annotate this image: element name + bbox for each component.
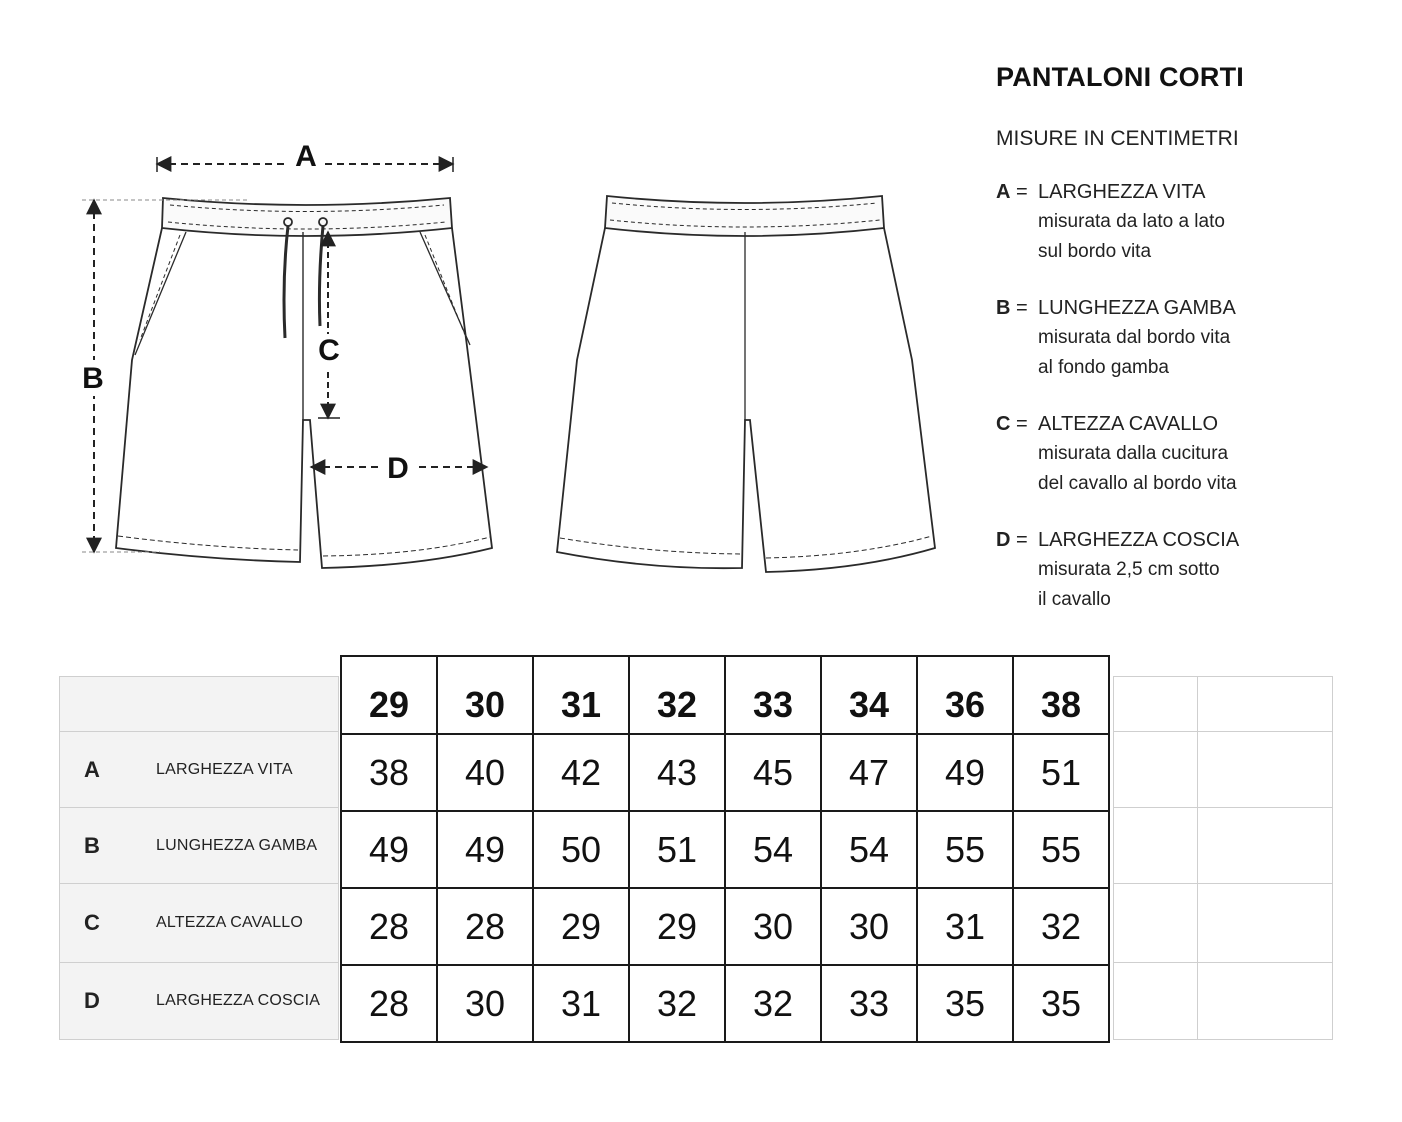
size-header: 34 (821, 656, 917, 734)
value-cell: 32 (629, 965, 725, 1042)
table-row (341, 888, 1109, 965)
value-cell: 51 (629, 811, 725, 888)
label-header-cell (59, 676, 339, 732)
value-cell: 45 (725, 734, 821, 811)
label-d: D (387, 452, 409, 485)
legend-entry-a: A = LARGHEZZA VITA misurata da lato a lato sul bordo vita (996, 177, 1376, 267)
legend-name: ALTEZZA CAVALLO (1038, 413, 1219, 435)
legend-desc: il cavallo (1038, 589, 1111, 610)
value-cell: 28 (341, 965, 437, 1042)
value-cell: 28 (437, 888, 533, 965)
value-cell: 32 (725, 965, 821, 1042)
row-letter: A (84, 756, 100, 782)
legend-letter: C (996, 413, 1011, 435)
label-b: B (82, 362, 104, 395)
value-cell: 54 (821, 811, 917, 888)
value-cell: 47 (821, 734, 917, 811)
legend-entry-b: B = LUNGHEZZA GAMBA misurata dal bordo vita al fondo gamba (996, 293, 1376, 383)
value-cell: 30 (437, 965, 533, 1042)
units-subtitle: MISURE IN CENTIMETRI (996, 127, 1239, 150)
size-header: 29 (341, 656, 437, 734)
size-header: 30 (437, 656, 533, 734)
value-cell: 49 (437, 811, 533, 888)
value-cell: 51 (1013, 734, 1109, 811)
legend-letter: D (996, 529, 1011, 551)
front-view (116, 198, 492, 568)
value-cell: 29 (533, 888, 629, 965)
value-cell: 29 (629, 888, 725, 965)
label-a: A (295, 140, 317, 173)
row-label: LUNGHEZZA GAMBA (156, 836, 318, 854)
row-letter: B (84, 832, 100, 858)
table-row (341, 811, 1109, 888)
legend-name: LARGHEZZA COSCIA (1038, 529, 1240, 551)
legend-letter: A (996, 181, 1011, 203)
legend-desc: misurata dal bordo vita (1038, 327, 1231, 348)
table-row-label-c (59, 884, 339, 963)
row-letter: D (84, 988, 100, 1013)
size-header: 36 (917, 656, 1013, 734)
value-cell: 43 (629, 734, 725, 811)
value-cell: 49 (341, 811, 437, 888)
table-row-label-b (59, 808, 339, 884)
size-table-labels (59, 676, 339, 1040)
value-cell: 32 (1013, 888, 1109, 965)
page-title: PANTALONI CORTI (996, 62, 1244, 92)
legend-entry-d: D = LARGHEZZA COSCIA misurata 2,5 cm sotto il cavallo (996, 525, 1376, 615)
measurement-legend (996, 62, 1376, 615)
value-cell: 54 (725, 811, 821, 888)
value-cell: 50 (533, 811, 629, 888)
legend-desc: del cavallo al bordo vita (1038, 473, 1237, 494)
size-header: 33 (725, 656, 821, 734)
value-cell: 55 (917, 811, 1013, 888)
row-label: LARGHEZZA COSCIA (156, 992, 321, 1009)
table-row-label-a (59, 732, 339, 808)
value-cell: 38 (341, 734, 437, 811)
legend-desc: misurata da lato a lato (1038, 211, 1225, 232)
legend-name: LUNGHEZZA GAMBA (1038, 297, 1236, 319)
size-table (340, 655, 1110, 1043)
size-header: 38 (1013, 656, 1109, 734)
value-cell: 35 (1013, 965, 1109, 1042)
table-row (341, 965, 1109, 1042)
row-label: LARGHEZZA VITA (156, 760, 293, 778)
back-view (557, 196, 935, 572)
table-row-label-d (59, 963, 339, 1040)
legend-entry-c: C = ALTEZZA CAVALLO misurata dalla cucitura del cavallo al bordo vita (996, 409, 1376, 499)
value-cell: 35 (917, 965, 1013, 1042)
label-c: C (318, 334, 340, 367)
value-cell: 30 (725, 888, 821, 965)
legend-desc: misurata dalla cucitura (1038, 443, 1229, 464)
size-header: 32 (629, 656, 725, 734)
value-cell: 28 (341, 888, 437, 965)
value-cell: 55 (1013, 811, 1109, 888)
value-cell: 42 (533, 734, 629, 811)
value-cell: 49 (917, 734, 1013, 811)
size-header: 31 (533, 656, 629, 734)
legend-letter: B (996, 297, 1011, 319)
value-cell: 40 (437, 734, 533, 811)
empty-extra-columns (1113, 676, 1333, 1040)
row-label: ALTEZZA CAVALLO (156, 914, 304, 931)
row-letter: C (84, 910, 100, 935)
legend-name: LARGHEZZA VITA (1038, 181, 1206, 203)
value-cell: 33 (821, 965, 917, 1042)
value-cell: 30 (821, 888, 917, 965)
legend-desc: misurata 2,5 cm sotto (1038, 559, 1220, 580)
legend-desc: al fondo gamba (1038, 357, 1169, 378)
value-cell: 31 (533, 965, 629, 1042)
legend-desc: sul bordo vita (1038, 241, 1152, 262)
size-header-row (341, 656, 1109, 734)
value-cell: 31 (917, 888, 1013, 965)
table-row (341, 734, 1109, 811)
